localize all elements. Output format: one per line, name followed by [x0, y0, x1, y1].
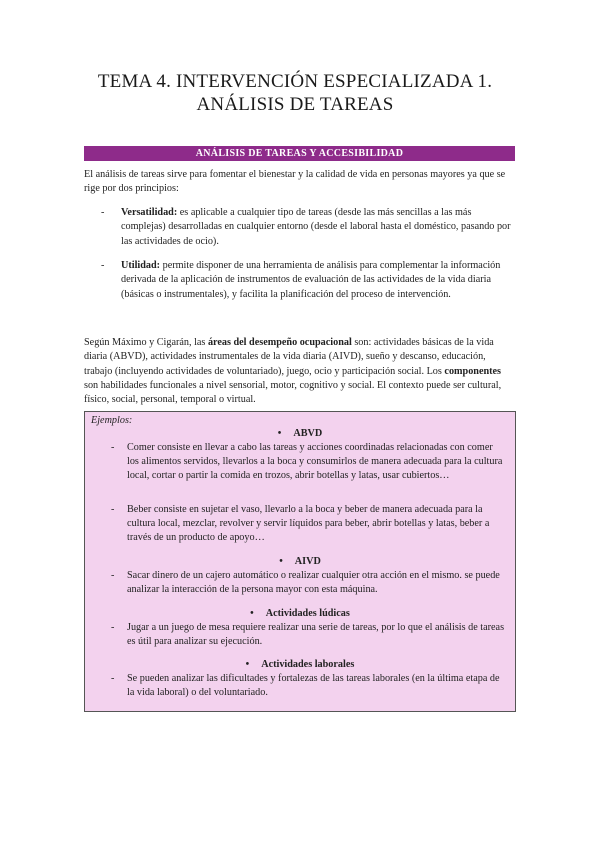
- heading-aivd: [85, 555, 515, 569]
- bullet-dot: •: [250, 608, 254, 619]
- dash-marker: -: [111, 673, 115, 684]
- principle-term: Utilidad:: [121, 260, 161, 271]
- heading-text: AIVD: [294, 556, 321, 567]
- heading-text: Actividades lúdicas: [265, 608, 350, 619]
- example-text: Jugar a un juego de mesa requiere realizar una serie de tareas, por lo que el análisis de tareas es útil para analizar su ejecución.: [127, 622, 505, 648]
- principle-term: Versatilidad:: [121, 207, 178, 218]
- dash-marker: -: [101, 260, 105, 271]
- bold-term: áreas del desempeño ocupacional: [207, 337, 352, 348]
- heading-laborales: [85, 658, 515, 672]
- page-title: [60, 70, 530, 116]
- bold-term: componentes: [444, 365, 502, 377]
- example-text: Se pueden analizar las dificultades y fortalezas de las tareas laborales (en la última etapa de la vida laboral) o del voluntariado.: [127, 673, 500, 699]
- text-run: Según Máximo y Cigarán, las: [84, 337, 208, 348]
- examples-label: Ejemplos:: [91, 415, 133, 426]
- text-run: son: actividades básicas de la vida diaria (ABVD), actividades instrumentales de la vida diaria (AIVD), sueño y descanso, educación, trabajo (incluyendo actividades de voluntariado), juego, ocio y participación social. Los: [84, 337, 494, 377]
- text-run: son habilidades funcionales a nivel sensorial, motor, cognitivo y social. El contexto puede ser cultural, físico, social, personal, temporal o virtual.: [84, 379, 502, 406]
- intro-paragraph: El análisis de tareas sirve para fomentar el bienestar y la calidad de vida en personas mayores ya que se rige por dos principios:: [84, 169, 506, 195]
- examples-box: [84, 411, 516, 712]
- dash-marker: -: [111, 442, 115, 453]
- title-line-1: TEMA 4. INTERVENCIÓN ESPECIALIZADA 1.: [97, 71, 493, 92]
- heading-text: Actividades laborales: [261, 659, 355, 670]
- bullet-dot: •: [277, 428, 282, 439]
- heading-abvd: [85, 427, 515, 441]
- dash-marker: -: [111, 622, 115, 633]
- areas-paragraph: [84, 336, 516, 407]
- principle-text: permite disponer de una herramienta de análisis para complementar la información derivada de la aplicación de instrumentos de evaluación de las actividades de la vida diaria (básicas o instrumentales), y facilita la planificación del proceso de intervención.: [121, 260, 501, 300]
- dash-marker: -: [111, 570, 115, 581]
- example-text: Sacar dinero de un cajero automático o realizar cualquier otra acción en el mismo. se puede analizar la interacción de la persona mayor con esta máquina.: [127, 570, 500, 596]
- bullet-dot: •: [279, 556, 283, 567]
- title-line-2: ANÁLISIS DE TAREAS: [196, 94, 394, 115]
- heading-ludicas: [85, 607, 515, 621]
- dash-marker: -: [111, 504, 115, 515]
- example-text: Comer consiste en llevar a cabo las tareas y acciones coordinadas relacionadas con comer los alimentos servidos, llevarlos a la boca y consumirlos de manera adecuada para la cultura local, cortar o partir la comida en trozos, abrir botellas y latas, usar cubiertos…: [127, 442, 503, 482]
- heading-text: ABVD: [293, 428, 323, 439]
- section-header-band: ANÁLISIS DE TAREAS Y ACCESIBILIDAD: [84, 146, 515, 161]
- example-text: Beber consiste en sujetar el vaso, llevarlo a la boca y beber de manera adecuada para la cultura local, mezclar, revolver y servir líquidos para beber, abrir botellas y latas, beber a través de un producto de apoyo…: [127, 504, 490, 544]
- dash-marker: -: [101, 207, 105, 218]
- principle-text: es aplicable a cualquier tipo de tareas (desde las más sencillas a las más complejas) desarrolladas en cualquier entorno (desde el laboral hasta el doméstico, pasando por las actividades de ocio).: [121, 207, 511, 247]
- bullet-dot: •: [245, 659, 250, 670]
